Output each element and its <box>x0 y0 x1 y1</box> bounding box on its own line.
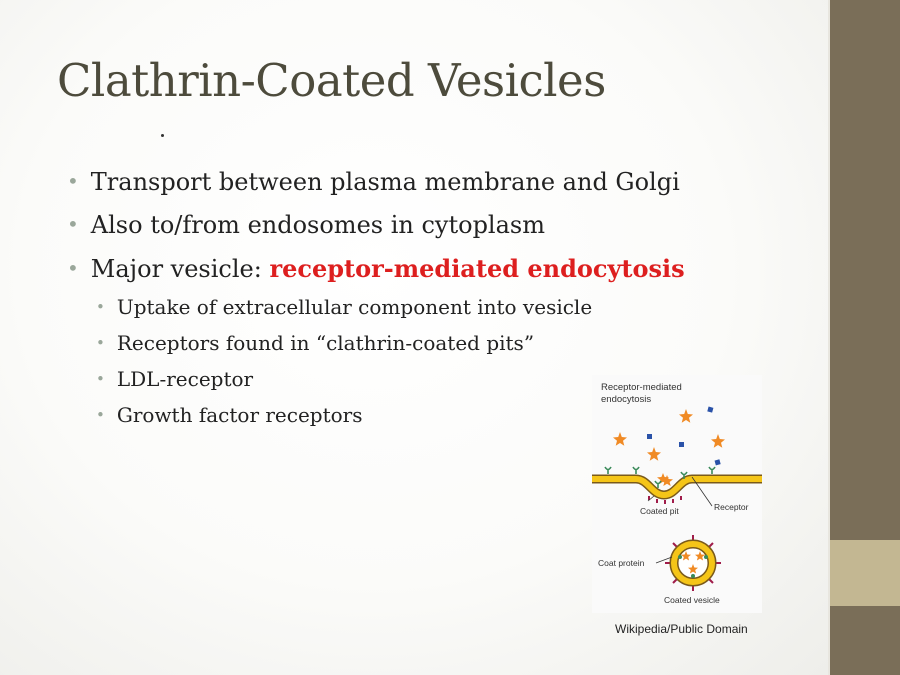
sub-bullet-item <box>96 403 363 427</box>
sub-bullet-item <box>96 295 592 319</box>
bullet-dot-icon: • <box>67 212 79 236</box>
bullet-text: Major vesicle: <box>90 255 270 283</box>
bullet-text: Transport between plasma membrane and Golgi <box>90 168 680 196</box>
sub-bullet-text: LDL-receptor <box>116 367 254 391</box>
figure-title-line2: endocytosis <box>601 394 652 405</box>
sub-bullet-text: Uptake of extracellular component into vesicle <box>116 295 593 319</box>
sub-bullet-text: Receptors found in “clathrin-coated pits” <box>116 331 535 355</box>
label-receptor: Receptor <box>714 502 749 512</box>
bullet-dot-icon: • <box>96 334 105 352</box>
bullet-dot-icon: • <box>96 406 105 424</box>
sub-bullet-item <box>96 331 534 355</box>
bullet-item-major <box>67 254 685 283</box>
bullet-dot-icon: • <box>67 169 79 193</box>
label-coat-protein: Coat protein <box>598 558 645 568</box>
emphasis-text: receptor-mediated endocytosis <box>269 254 685 283</box>
label-coated-vesicle: Coated vesicle <box>664 595 720 605</box>
slide-title: Clathrin-Coated Vesicles <box>57 54 606 107</box>
bullet-dot-icon: • <box>96 298 105 316</box>
bullet-item <box>67 168 680 196</box>
coated-vesicle-diagram <box>665 535 721 591</box>
sidebar-accent-band <box>830 540 900 606</box>
ligand-star-icons <box>613 409 725 484</box>
bullet-dot-icon: • <box>96 370 105 388</box>
plasma-membrane <box>592 479 762 495</box>
bullet-dot-icon: • <box>67 256 79 280</box>
sub-bullet-item <box>96 367 253 391</box>
figure-title-line1: Receptor-mediated <box>601 382 682 393</box>
bullet-item <box>67 211 545 239</box>
sub-bullet-text: Growth factor receptors <box>116 403 363 427</box>
bullet-text: Also to/from endosomes in cytoplasm <box>90 211 545 239</box>
stray-dot <box>161 134 164 137</box>
image-credit: Wikipedia/Public Domain <box>615 622 748 636</box>
label-coated-pit: Coated pit <box>640 506 679 516</box>
endocytosis-figure <box>592 375 762 613</box>
